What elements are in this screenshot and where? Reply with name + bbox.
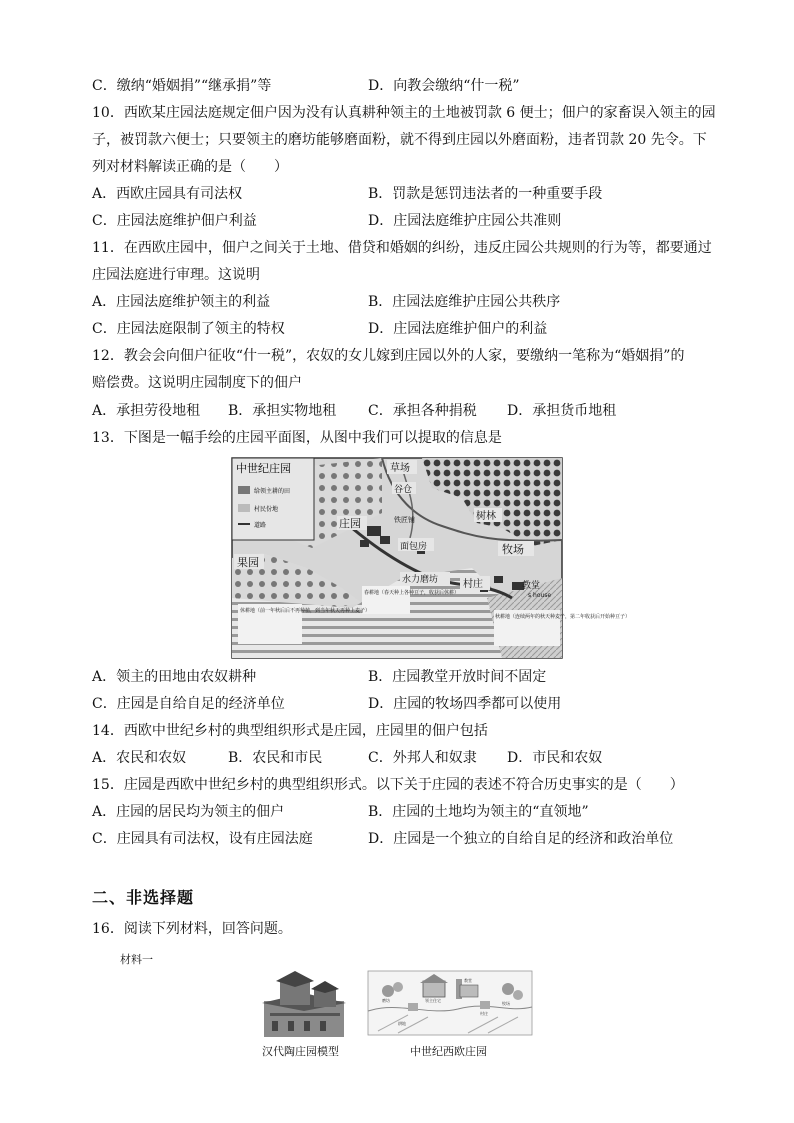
q15-option-d: D．庄园是一个独立的自给自足的经济和政治单位 xyxy=(368,831,674,847)
label-church: 教堂 xyxy=(522,581,541,591)
q10-stem-line-2: 子，被罚款六便士；只要领主的磨坊能够磨面粉，就不得到庄园以外磨面粉，违者罚款 20 先令。下 xyxy=(92,132,707,148)
q9-option-c: C．缴纳“婚姻捐”“继承捐”等 xyxy=(92,78,272,94)
q12-option-a: A．承担劳役地租 xyxy=(92,403,201,419)
q15-option-b: B．庄园的土地均为领主的“直领地” xyxy=(368,804,589,820)
q12-option-c: C．承担各种捐税 xyxy=(368,403,477,419)
q13-stem: 13．下图是一幅手绘的庄园平面图，从图中我们可以提取的信息是 xyxy=(92,430,502,446)
q14-stem: 14．西欧中世纪乡村的典型组织形式是庄园，庄园里的佃户包括 xyxy=(92,723,488,739)
label-manor: 庄园 xyxy=(339,517,361,530)
label-smithy: 铁匠铺 xyxy=(394,516,415,524)
map-title: 中世纪庄园 xyxy=(236,462,291,475)
q12-option-d: D．承担货币地租 xyxy=(507,403,617,419)
q13-option-a: A．领主的田地由农奴耕种 xyxy=(92,669,257,685)
q14-option-c: C．外邦人和奴隶 xyxy=(368,750,477,766)
label-bakery: 面包房 xyxy=(400,542,428,552)
q13-option-b: B．庄园教堂开放时间不固定 xyxy=(368,669,547,685)
q11-option-d: D．庄园法庭维护佃户的利益 xyxy=(368,321,548,337)
legend-label-road: 道路 xyxy=(254,522,267,529)
caption-medieval-manor: 中世纪西欧庄园 xyxy=(410,1045,487,1058)
q11-stem-line-2: 庄园法庭进行审理。这说明 xyxy=(92,267,260,283)
caption-han-manor: 汉代陶庄园模型 xyxy=(262,1045,339,1058)
label-meadow: 草场 xyxy=(390,463,410,474)
q11-stem-line-1: 11．在西欧庄园中，佃户之间关于土地、借贷和婚姻的纠纷，违反庄园公共规则的行为等，都要通过 xyxy=(92,240,712,256)
q10-option-d: D．庄园法庭维护庄园公共准则 xyxy=(368,213,562,229)
q10-option-b: B．罚款是惩罚违法者的一种重要手段 xyxy=(368,186,603,202)
q10-option-a: A．西欧庄园具有司法权 xyxy=(92,186,243,202)
label-watermill: 水力磨坊 xyxy=(402,575,439,585)
q10-option-c: C．庄园法庭维护佃户利益 xyxy=(92,213,257,229)
sketch-label-church: 教堂 xyxy=(464,978,472,983)
label-pasture: 牧场 xyxy=(502,543,524,556)
sketch-label-fields: 耕地 xyxy=(398,1021,406,1026)
section-heading: 二、非选择题 xyxy=(92,888,195,907)
sketch-label-lord-house: 领主住宅 xyxy=(425,998,441,1003)
legend-label-villager: 村民份地 xyxy=(254,506,279,513)
q11-option-a: A．庄园法庭维护领主的利益 xyxy=(92,294,271,310)
q10-stem-line-1: 10．西欧某庄园法庭规定佃户因为没有认真耕种领主的土地被罚款 6 便士；佃户的家畜误入领主的园 xyxy=(92,105,716,121)
q12-option-b: B．承担实物地租 xyxy=(228,403,337,419)
label-village: 村庄 xyxy=(463,579,483,590)
label-woods: 树林 xyxy=(476,511,496,522)
q14-option-d: D．市民和农奴 xyxy=(507,750,603,766)
manor-map xyxy=(232,458,631,658)
q10-stem-line-3: 列对材料解读正确的是（ ） xyxy=(92,159,288,175)
sketch-label-mill: 磨坊 xyxy=(382,998,390,1003)
q9-option-d: D．向教会缴纳“什一税” xyxy=(368,78,520,94)
q13-option-c: C．庄园是自给自足的经济单位 xyxy=(92,696,285,712)
q12-stem-line-2: 赔偿费。这说明庄园制度下的佃户 xyxy=(92,375,302,391)
q15-stem: 15．庄园是西欧中世纪乡村的典型组织形式。以下关于庄园的表述不符合历史事实的是（ ） xyxy=(92,777,684,793)
label-barn: 谷仓 xyxy=(394,485,413,495)
q14-option-a: A．农民和农奴 xyxy=(92,750,187,766)
q14-option-b: B．农民和市民 xyxy=(228,750,323,766)
label-autumn-field: 秋耕地（连续两年的秋天种麦子，第二年收获后开始种豆子） xyxy=(495,614,631,620)
label-spring-field: 春耕地（春天种上各种豆子，收获后休耕） xyxy=(364,590,460,596)
legend-label-lord: 给领主耕的田 xyxy=(254,488,291,495)
sketch-label-pasture: 牧场 xyxy=(502,1001,510,1006)
medieval-manor-sketch xyxy=(368,971,532,1035)
legend-swatch-lord xyxy=(238,486,250,494)
label-fallow-field: 休耕地（前一年秋后后不再种植，到当年秋天再种上麦子） xyxy=(240,608,371,614)
han-pottery-manor-image xyxy=(262,971,346,1039)
q16-stem: 16．阅读下列材料，回答问题。 xyxy=(92,921,292,937)
legend-swatch-villager xyxy=(238,504,250,512)
q15-option-c: C．庄园具有司法权，设有庄园法庭 xyxy=(92,831,313,847)
material-label: 材料一 xyxy=(120,953,153,966)
label-orchard: 果园 xyxy=(237,556,259,569)
q15-option-a: A．庄园的居民均为领主的佃户 xyxy=(92,804,285,820)
label-house: s house xyxy=(528,592,552,599)
q11-option-c: C．庄园法庭限制了领主的特权 xyxy=(92,321,285,337)
q12-stem-line-1: 12．教会会向佃户征收“什一税”，农奴的女儿嫁到庄园以外的人家，要缴纳一笔称为“婚姻捐”的 xyxy=(92,348,685,364)
sketch-label-village: 村庄 xyxy=(480,1011,488,1016)
q11-option-b: B．庄园法庭维护庄园公共秩序 xyxy=(368,294,561,310)
q13-option-d: D．庄园的牧场四季都可以使用 xyxy=(368,696,562,712)
